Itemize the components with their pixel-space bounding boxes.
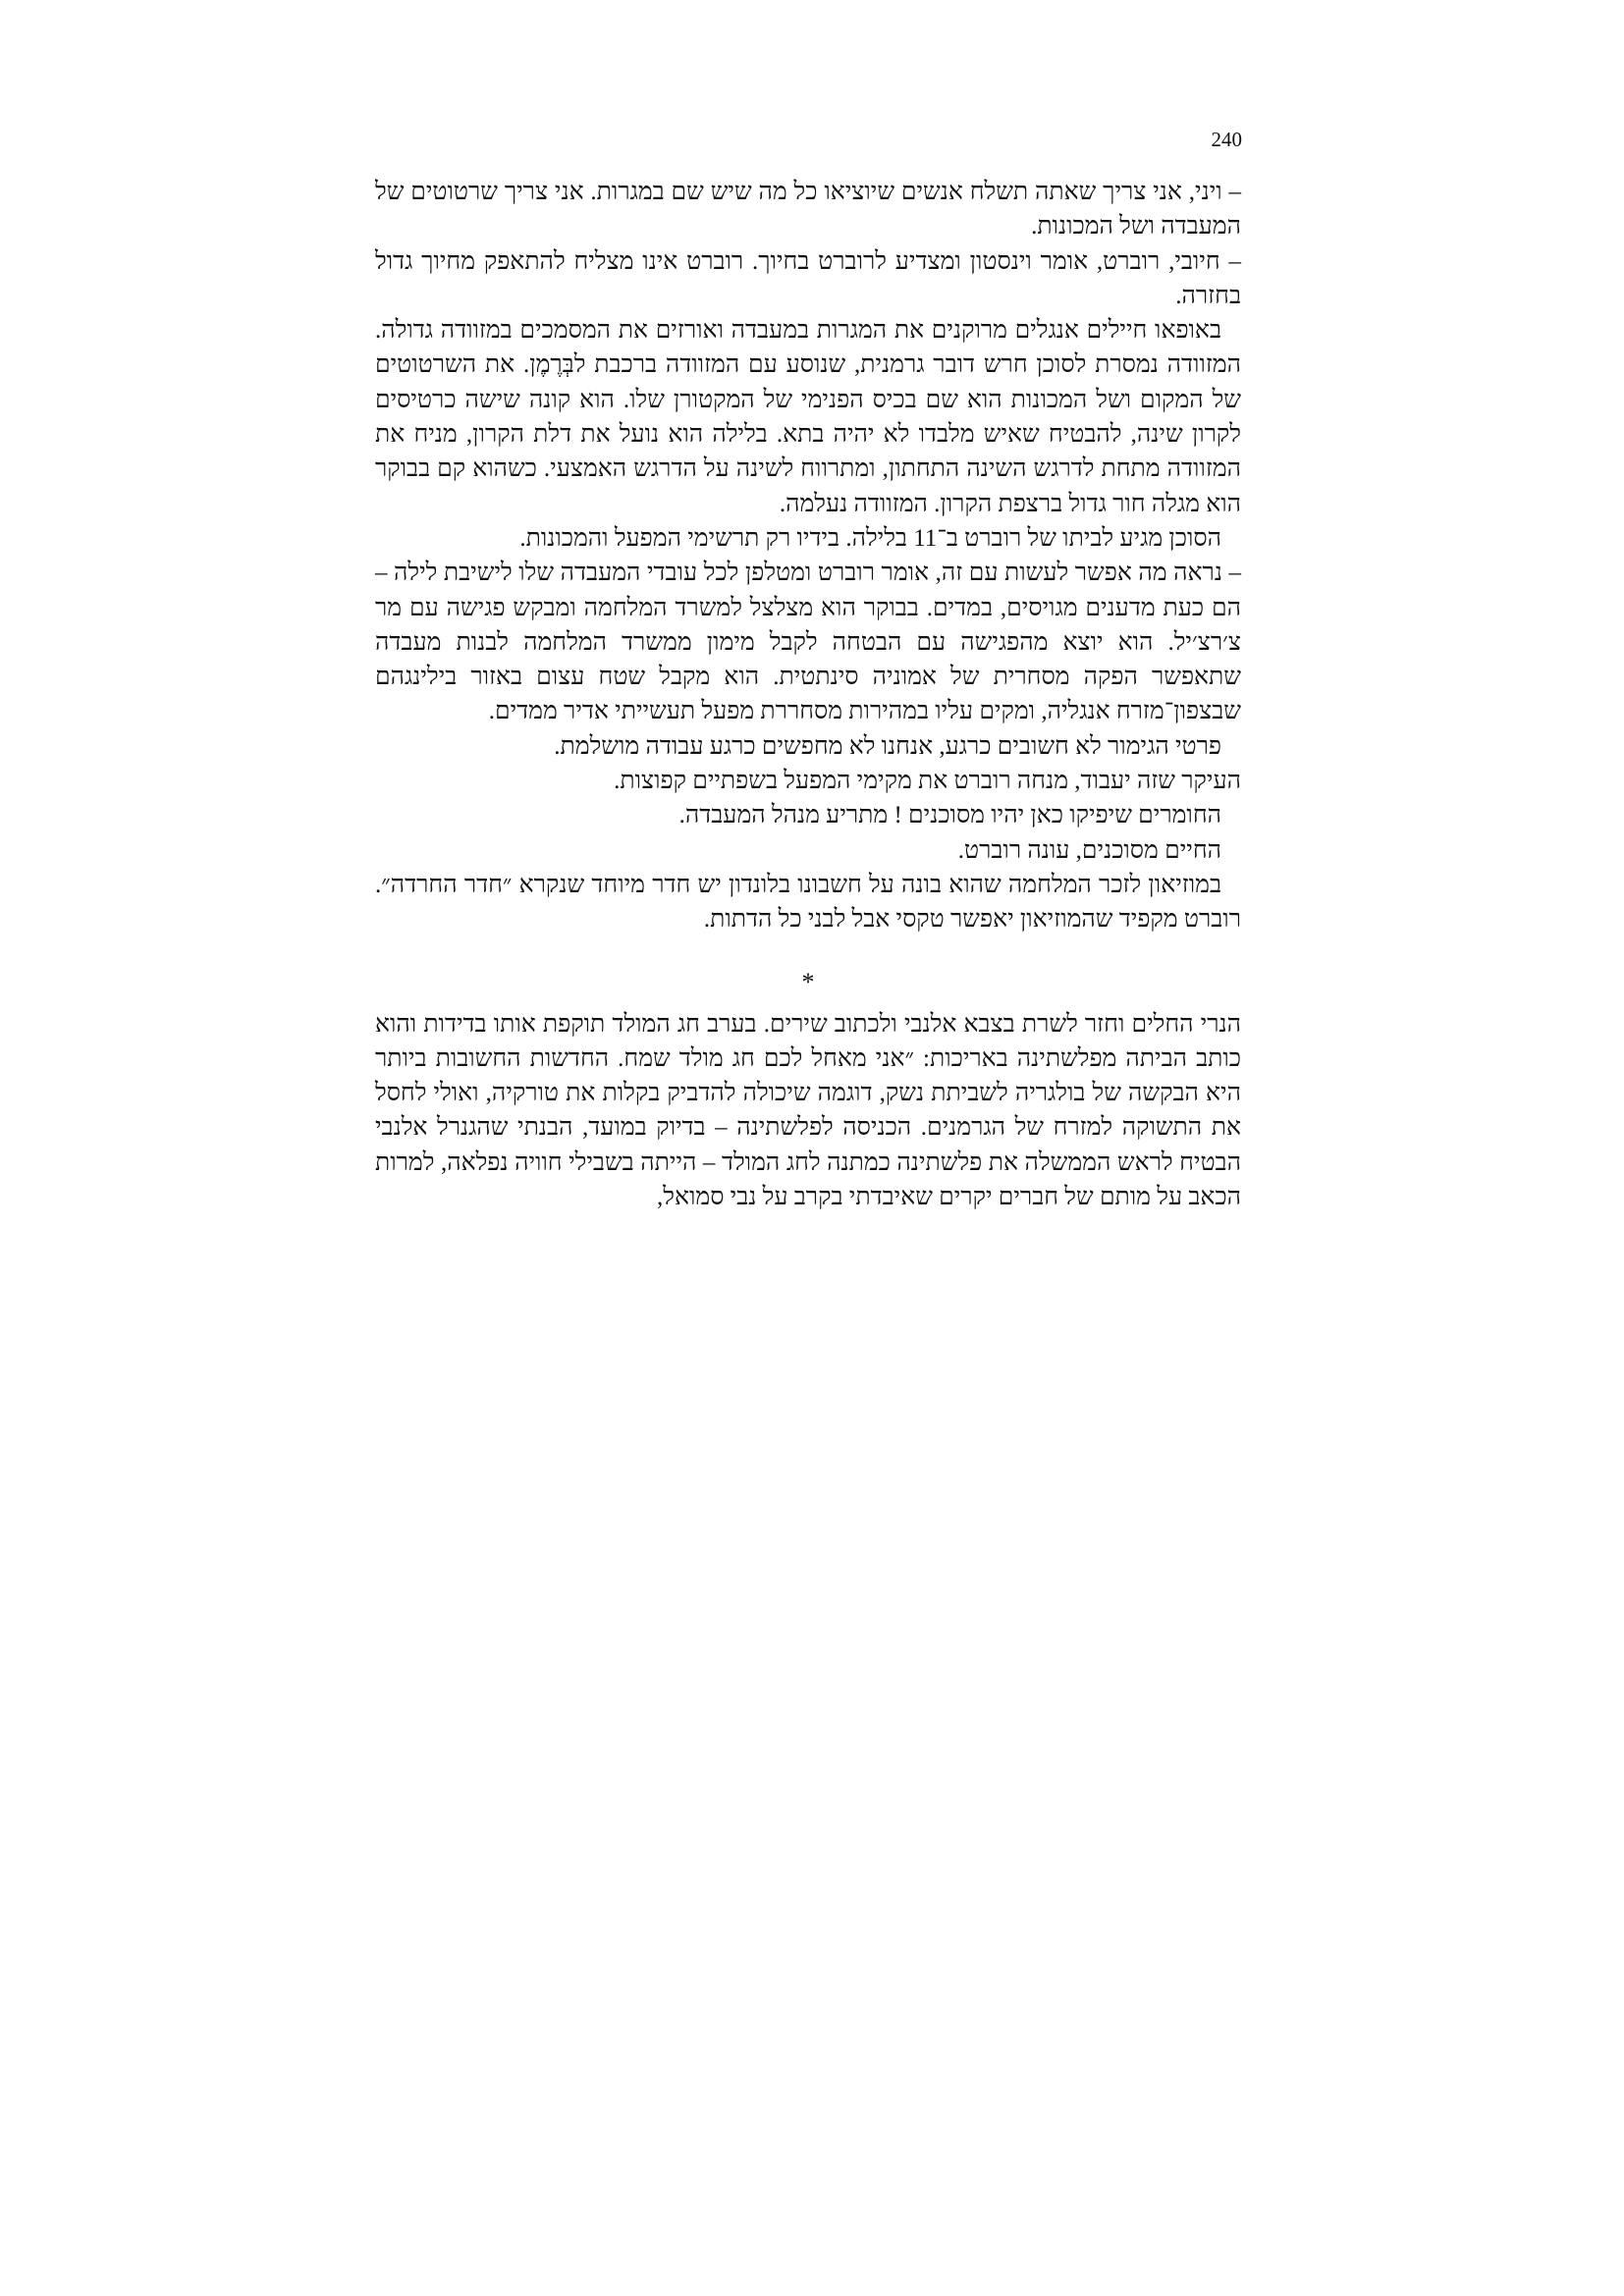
paragraph-museum: במוזיאון לזכר המלחמה שהוא בונה על חשבונו בלונדון יש חדר מיוחד שנקרא ״חדר החרדה״. רוברט מקפיד שהמוזיאון יאפשר טקסי אבל לבני כל הדתות. xyxy=(375,871,1241,934)
paragraph-henry: הנרי החלים וחזר לשרת בצבא אלנבי ולכתוב שירים. בערב חג המולד תוקפת אותו בדידות והוא כותב הביתה מפלשתינה באריכות: ״אני מאחל לכם חג מולד שמח. החדשות החשובות ביותר היא הבקשה של בולגריה לשביתת נשק, דוגמה שיכולה להדביק בקלות את טורקיה, ואולי לחסל את התשוקה למזרח של הגרמנים. הכניסה לפלשתינה – בדיוק במועד, הבנתי שהגנרל אלנבי הבטיח לראש הממשלה את פלשתינה כמתנה לחג המולד – הייתה בשבילי חוויה נפלאה, למרות הכאב על מותם של חברים יקרים שאיבדתי בקרב על נבי סמואל, xyxy=(375,1010,1241,1211)
paragraph-finishing-details: פרטי הגימור לא חשובים כרגע, אנחנו לא מחפשים כרגע עבודה מושלמת. xyxy=(554,732,1221,760)
paragraph-materials-warning: החומרים שיפיקו כאן יהיו מסוכנים ! מתריע מנהל המעבדה. xyxy=(678,802,1221,829)
paragraph-agent-arrives: הסוכן מגיע לביתו של רוברט ב־11 בלילה. בידיו רק תרשימי המפעל והמכונות. xyxy=(519,524,1221,552)
paragraph-suitcase: באופאו חיילים אנגלים מרוקנים את המגרות במעבדה ואורזים את המסמכים במזוודה גדולה. המזוודה נמסרת לסוכן חרש דובר גרמנית, שנוסע עם המזוודה ברכבת לבְּרֶמֶן. את השרטוטים של המקום ושל המכונות הוא שם בכיס הפנימי של המקטורן שלו. הוא קונה שישה כרטיסים לקרון שינה, להבטיח שאיש מלבדו לא יהיה בתא. בלילה הוא נועל את דלת הקרון, מניח את המזוודה מתחת לדרגש השינה התחתון, ומתרווח לשינה על הדרגש האמצעי. כשהוא קם בבוקר הוא מגלה חור גדול ברצפת הקרון. המזוודה נעלמה. xyxy=(375,317,1241,517)
paragraph-main-thing: העיקר שזה יעבוד, מנחה רוברט את מקימי המפעל בשפתיים קפוצות. xyxy=(614,768,1241,795)
page-number: 240 xyxy=(1211,128,1242,151)
paragraph-life-dangerous: החיים מסוכנים, עונה רוברט. xyxy=(957,836,1221,864)
paragraph-dialogue-1: – ויני, אני צריך שאתה תשלח אנשים שיוציאו כל מה שיש שם במגרות. אני צריך שרטוטים של המעבדה ושל המכונות. xyxy=(375,179,1241,240)
page-body xyxy=(375,175,1241,1214)
paragraph-dialogue-2: – חיובי, רוברט, אומר וינסטון ומצדיע לרוברט בחיוך. רוברט אינו מצליח להתאפק מחיוך גדול בחזרה. xyxy=(375,247,1241,309)
paragraph-dialogue-3: – נראה מה אפשר לעשות עם זה, אומר רוברט ומטלפן לכל עובדי המעבדה שלו לישיבת לילה – הם כעת מדענים מגויסים, במדים. בבוקר הוא מצלצל למשרד המלחמה ומבקש פגישה עם מר צ׳רצ׳יל. הוא יוצא מהפגישה עם הבטחה לקבל מימון ממשרד המלחמה לבנות מעבדה שתאפשר הפקה מסחרית של אמוניה סינתטית. הוא מקבל שטח עצום באזור בילינגהם שבצפון־מזרח אנגליה, ומקים עליו במהירות מסחררת מפעל תעשייתי אדיר ממדים. xyxy=(375,560,1241,725)
section-separator-asterisk: * xyxy=(801,967,815,996)
